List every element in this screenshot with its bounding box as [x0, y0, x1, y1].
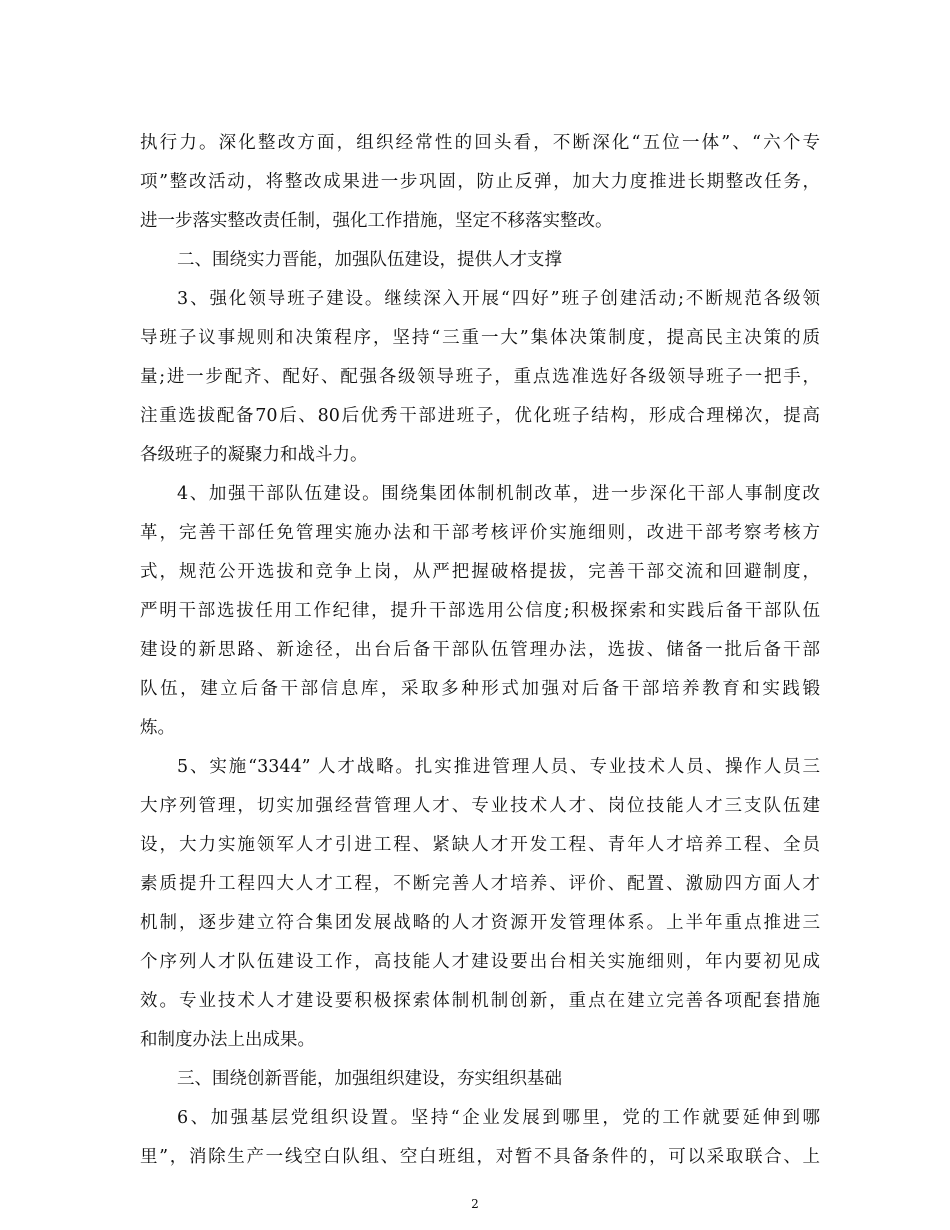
- paragraph-line: 素质提升工程四大人才工程，不断完善人才培养、评价、配置、激励四方面人才: [140, 874, 820, 894]
- paragraph-line: 4、加强干部队伍建设。围绕集团体制机制改革，进一步深化干部人事制度改: [177, 484, 820, 504]
- paragraph-line: 执行力。深化整改方面，组织经常性的回头看，不断深化“五位一体”、“六个专: [140, 133, 820, 153]
- paragraph-line: 进一步落实整改责任制，强化工作措施，坚定不移落实整改。: [140, 211, 613, 231]
- paragraph-line: 炼。: [140, 718, 175, 738]
- paragraph-line: 3、强化领导班子建设。继续深入开展“四好”班子创建活动;不断规范各级领: [177, 289, 820, 309]
- paragraph-line: 大序列管理，切实加强经营管理人才、专业技术人才、岗位技能人才三支队伍建: [140, 796, 820, 816]
- paragraph-line: 和制度办法上出成果。: [140, 1030, 315, 1050]
- paragraph-line: 导班子议事规则和决策程序，坚持“三重一大”集体决策制度，提高民主决策的质: [140, 328, 820, 348]
- section-heading: 二、围绕实力晋能，加强队伍建设，提供人才支撑: [177, 250, 562, 270]
- paragraph-line: 建设的新思路、新途径，出台后备干部队伍管理办法，选拔、储备一批后备干部: [140, 640, 820, 660]
- paragraph-line: 队伍，建立后备干部信息库，采取多种形式加强对后备干部培养教育和实践锻: [140, 679, 820, 699]
- paragraph-line: 机制，逐步建立符合集团发展战略的人才资源开发管理体系。上半年重点推进三: [140, 913, 820, 933]
- paragraph-line: 各级班子的凝聚力和战斗力。: [140, 445, 368, 465]
- paragraph-line: 6、加强基层党组织设置。坚持“企业发展到哪里，党的工作就要延伸到哪: [177, 1108, 820, 1128]
- section-heading: 三、围绕创新晋能，加强组织建设，夯实组织基础: [177, 1069, 562, 1089]
- paragraph-line: 设，大力实施领军人才引进工程、紧缺人才开发工程、青年人才培养工程、全员: [140, 835, 820, 855]
- paragraph-line: 效。专业技术人才建设要积极探索体制机制创新，重点在建立完善各项配套措施: [140, 991, 820, 1011]
- paragraph-line: 量;进一步配齐、配好、配强各级领导班子，重点选准选好各级领导班子一把手，: [140, 367, 820, 387]
- paragraph-line: 里”，消除生产一线空白队组、空白班组，对暂不具备条件的，可以采取联合、上: [140, 1147, 820, 1167]
- paragraph-line: 项”整改活动，将整改成果进一步巩固，防止反弹，加大力度推进长期整改任务，: [140, 172, 820, 192]
- paragraph-line: 注重选拔配备70后、80后优秀干部进班子，优化班子结构，形成合理梯次，提高: [140, 406, 820, 426]
- paragraph-line: 5、实施“3344” 人才战略。扎实推进管理人员、专业技术人员、操作人员三: [177, 757, 820, 777]
- paragraph-line: 式，规范公开选拔和竞争上岗，从严把握破格提拔，完善干部交流和回避制度，: [140, 562, 820, 582]
- page-number: 2: [471, 1197, 479, 1211]
- paragraph-line: 革，完善干部任免管理实施办法和干部考核评价实施细则，改进干部考察考核方: [140, 523, 820, 543]
- paragraph-line: 个序列人才队伍建设工作，高技能人才建设要出台相关实施细则，年内要初见成: [140, 952, 820, 972]
- paragraph-line: 严明干部选拔任用工作纪律，提升干部选用公信度;积极探索和实践后备干部队伍: [140, 601, 820, 621]
